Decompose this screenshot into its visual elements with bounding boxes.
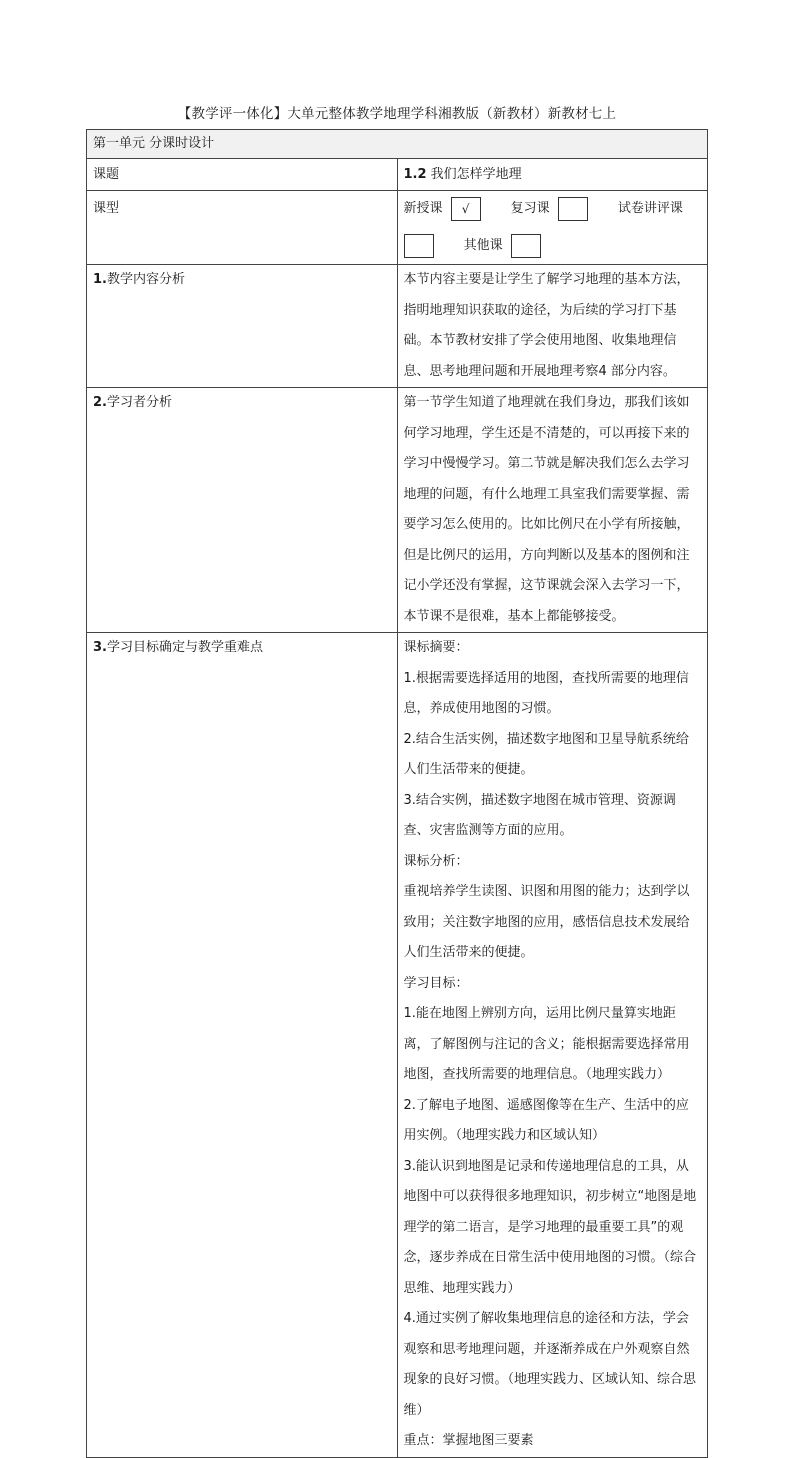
learner-analysis-label <box>87 388 398 633</box>
learning-goal-4: 4.通过实例了解收集地理信息的途径和方法，学会观察和思考地理问题，并逐渐养成在户外观察自然现象的良好习惯。（地理实践力、区域认知、综合思维） <box>403 1311 697 1418</box>
topic-number: 1.2 <box>403 167 427 182</box>
learning-goal-2: 2.了解电子地图、遥感图像等在生产、生活中的应用实例。（地理实践力和区域认知） <box>403 1097 689 1143</box>
content-analysis-label <box>87 265 398 388</box>
learner-analysis-label-num: 2. <box>93 395 107 410</box>
standard-item-1: 1.根据需要选择适用的地图，查找所需要的地理信息，养成使用地图的习惯。 <box>403 670 689 716</box>
option-other-checkbox[interactable] <box>511 234 541 258</box>
lesson-design-table <box>86 129 708 1458</box>
unit-header: 第一单元 分课时设计 <box>87 130 708 159</box>
topic-label: 课题 <box>87 159 398 191</box>
lesson-type-row <box>87 191 708 265</box>
content-analysis-text: 本节内容主要是让学生了解学习地理的基本方法，指明地理知识获取的途径，为后续的学习打下基础。本节教材安排了学会使用地图、收集地理信息、思考地理问题和开展地理考察4 部分内容。 <box>397 265 708 388</box>
option-exam-review-label: 试卷讲评课 <box>617 201 683 216</box>
standard-analysis-text: 重视培养学生读图、识图和用图的能力；达到学以致用；关注数字地图的应用，感悟信息技术发展给人们生活带来的便捷。 <box>403 884 690 960</box>
topic-row <box>87 159 708 191</box>
lesson-type-options <box>397 191 708 265</box>
standard-item-3: 3.结合实例，描述数字地图在城市管理、资源调查、灾害监测等方面的应用。 <box>403 792 676 838</box>
option-exam-review-checkbox[interactable] <box>404 234 434 258</box>
option-other-label: 其他课 <box>463 237 503 253</box>
topic-value <box>397 159 708 191</box>
option-new-lesson-label: 新授课 <box>403 201 443 216</box>
objectives-label-num: 3. <box>93 640 107 655</box>
learning-goals-heading: 学习目标： <box>403 975 469 991</box>
objectives-label <box>87 633 398 1458</box>
document-title: 【教学评一体化】大单元整体教学地理学科湘教版（新教材）新教材七上 <box>177 106 617 122</box>
topic-text: 我们怎样学地理 <box>426 167 522 182</box>
standard-analysis-heading: 课标分析： <box>403 853 469 869</box>
learner-analysis-row <box>87 388 708 633</box>
unit-header-row <box>87 130 708 159</box>
option-new-lesson-checkbox[interactable]: √ <box>451 197 481 221</box>
learning-goal-3: 3.能认识到地图是记录和传递地理信息的工具，从地图中可以获得很多地理知识，初步树立“地图是地理学的第二语言，是学习地理的最重要工具”的观念，逐步养成在日常生活中使用地图的习惯。（综合思维、地理实践力） <box>403 1158 697 1296</box>
objectives-row <box>87 633 708 1458</box>
lesson-type-label: 课型 <box>87 191 398 265</box>
learner-analysis-text: 第一节学生知道了地理就在我们身边，那我们该如何学习地理，学生还是不清楚的，可以再接下来的学习中慢慢学习。第二节就是解决我们怎么去学习地理的问题，有什么地理工具室我们需要掌握、需要学习怎么使用的。比如比例尺在小学有所接触，但是比例尺的运用，方向判断以及基本的图例和注记小学还没有掌握，这节课就会深入去学习一下，本节课不是很难，基本上都能够接受。 <box>397 388 708 633</box>
learning-goal-1: 1.能在地图上辨别方向，运用比例尺量算实地距离，了解图例与注记的含义；能根据需要选择常用地图，查找所需要的地理信息。（地理实践力） <box>403 1006 690 1082</box>
learner-analysis-label-text: 学习者分析 <box>106 395 172 410</box>
standard-item-2: 2.结合生活实例，描述数字地图和卫星导航系统给人们生活带来的便捷。 <box>403 731 689 777</box>
objectives-label-text: 学习目标确定与教学重难点 <box>106 640 263 655</box>
standard-summary-heading: 课标摘要： <box>403 640 469 655</box>
option-review-label: 复习课 <box>510 201 550 216</box>
option-review-checkbox[interactable] <box>558 197 588 221</box>
content-analysis-label-text: 教学内容分析 <box>106 272 185 287</box>
objectives-content <box>397 633 708 1458</box>
content-analysis-label-num: 1. <box>93 272 107 287</box>
key-point: 重点：掌握地图三要素 <box>403 1433 534 1448</box>
content-analysis-row <box>87 265 708 388</box>
